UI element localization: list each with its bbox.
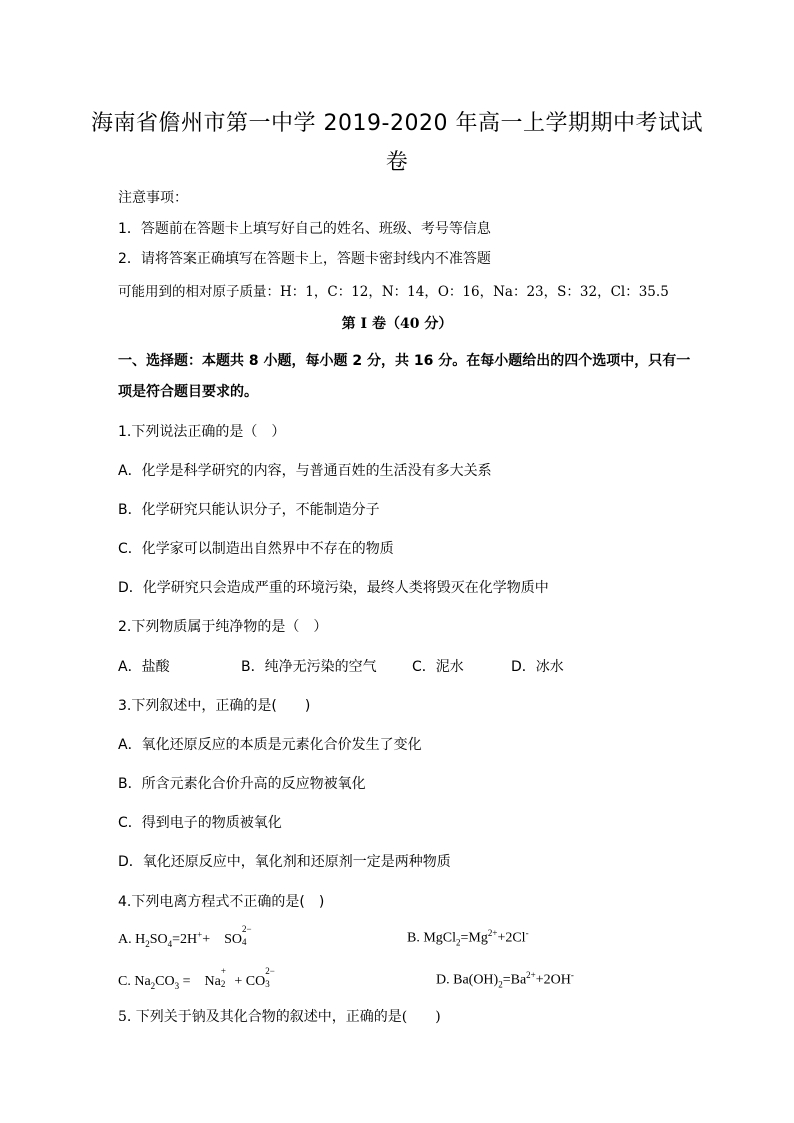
question-2-option-c: C．泥水 xyxy=(412,659,464,675)
question-2-option-a: A．盐酸 xyxy=(118,659,170,675)
question-1-option-b: B．化学研究只能认识分子，不能制造分子 xyxy=(118,502,380,518)
atomic-mass-note: 可能用到的相对原子质量：H：1，C：12，N：14，O：16，Na：23，S：32，Cl：35.5 xyxy=(118,284,669,300)
notice-heading: 注意事项： xyxy=(118,190,188,206)
question-2-option-b: B．纯净无污染的空气 xyxy=(241,659,377,675)
question-3-option-d: D．氧化还原反应中，氧化剂和还原剂一定是两种物质 xyxy=(118,854,451,870)
question-4-option-b: B. $MgCl_2=Mg^{2+}+2Cl^-$ xyxy=(407,928,529,948)
question-1-option-a: A．化学是科学研究的内容，与普通百姓的生活没有多大关系 xyxy=(118,463,492,479)
section-instruction-line1: 一、选择题：本题共 8 小题，每小题 2 分，共 16 分。在每小题给出的四个选项中，只有一 xyxy=(118,353,691,369)
notice-item-1: 1．答题前在答题卡上填写好自己的姓名、班级、考号等信息 xyxy=(118,221,491,237)
question-4-option-d: D. $Ba(OH)_2=Ba^{2+}+2OH^-$ xyxy=(436,970,574,990)
question-5-stem: 5. 下列关于钠及其化合物的叙述中，正确的是( ) xyxy=(118,1009,441,1025)
question-2-stem: 2.下列物质属于纯净物的是（ ） xyxy=(118,619,328,635)
question-4-option-a: A. $H_2SO_4=2H^++$ SO 2− 4 xyxy=(118,924,252,949)
question-3-option-a: A．氧化还原反应的本质是元素化合价发生了变化 xyxy=(118,737,422,753)
question-3-option-b: B．所含元素化合价升高的反应物被氧化 xyxy=(118,776,366,792)
question-2-option-d: D．冰水 xyxy=(511,659,564,675)
notice-item-2: 2．请将答案正确填写在答题卡上，答题卡密封线内不准答题 xyxy=(118,251,491,267)
section-instruction-line2: 项是符合题目要求的。 xyxy=(118,384,258,400)
question-4-option-c: C. $Na_2CO_3$ = Na + 2 + CO 2− 3 xyxy=(118,966,275,991)
page-title-line1: 海南省儋州市第一中学 2019-2020 年高一上学期期中考试试 xyxy=(91,111,703,136)
page-title-line2: 卷 xyxy=(385,150,409,175)
question-1-stem: 1.下列说法正确的是（ ） xyxy=(118,424,286,440)
question-3-option-c: C．得到电子的物质被氧化 xyxy=(118,815,282,831)
question-1-option-c: C．化学家可以制造出自然界中不存在的物质 xyxy=(118,541,394,557)
part1-heading: 第 I 卷（40 分） xyxy=(341,316,453,332)
question-3-stem: 3.下列叙述中，正确的是( ) xyxy=(118,698,311,714)
question-1-option-d: D．化学研究只会造成严重的环境污染，最终人类将毁灭在化学物质中 xyxy=(118,580,549,596)
question-4-stem: 4.下列电离方程式不正确的是( ) xyxy=(118,894,325,910)
